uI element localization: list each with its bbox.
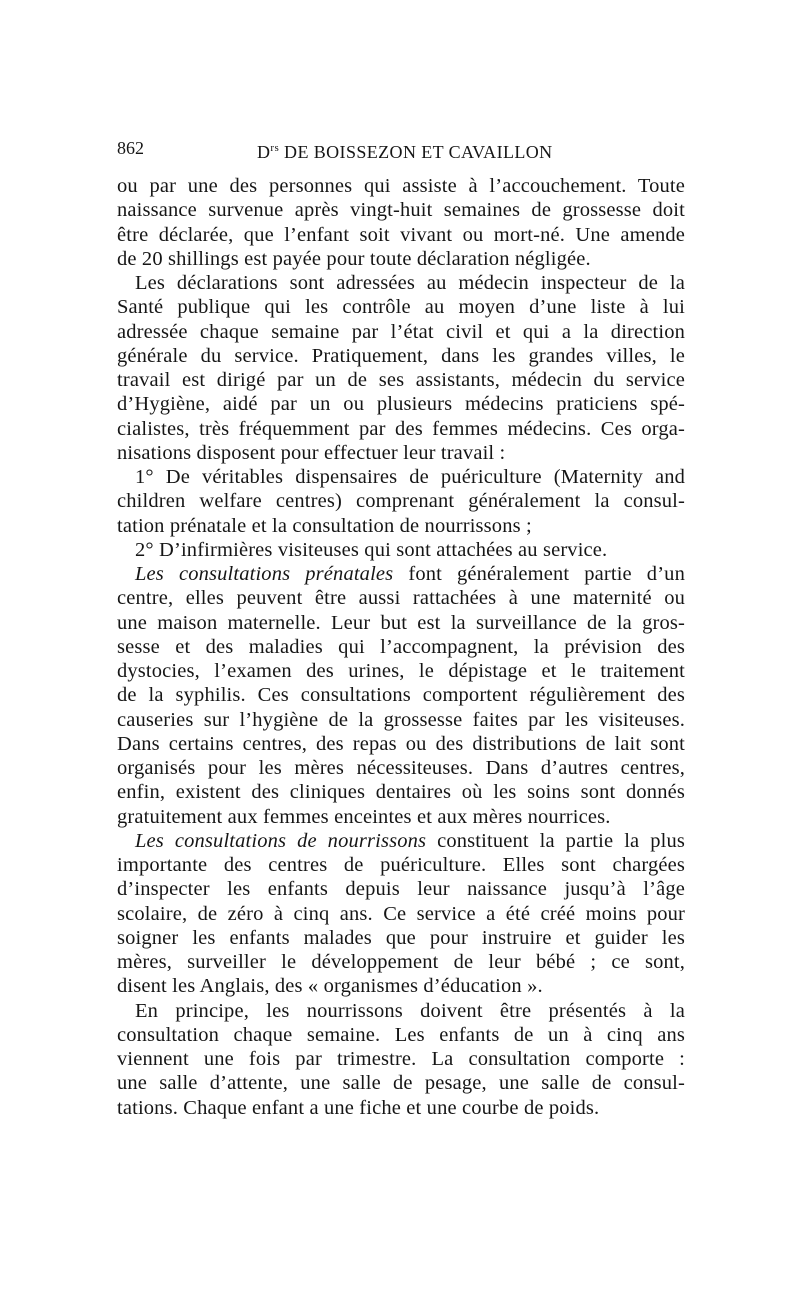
text-line bbox=[117, 732, 685, 756]
line-text: dystocies, l’examen des urines, le dépistage et le traitement bbox=[117, 660, 685, 682]
text-line bbox=[117, 586, 685, 610]
text-line bbox=[117, 999, 685, 1023]
text-line bbox=[117, 780, 685, 804]
text-line bbox=[117, 902, 685, 926]
line-text: soigner les enfants malades que pour instruire et guider les bbox=[117, 926, 685, 949]
text-line bbox=[117, 1096, 685, 1120]
line-text: tation prénatale et la consultation de nourrissons ; bbox=[117, 514, 532, 537]
text-line bbox=[117, 926, 685, 950]
text-line bbox=[117, 271, 685, 295]
line-text: être déclarée, que l’enfant soit vivant ou mort-né. Une amende bbox=[117, 223, 685, 246]
page-header bbox=[117, 136, 685, 160]
text-line bbox=[117, 1047, 685, 1071]
line-text: nisations disposent pour effectuer leur travail : bbox=[117, 441, 506, 464]
text-line bbox=[117, 1023, 685, 1047]
line-text: de 20 shillings est payée pour toute déclaration négligée. bbox=[117, 247, 591, 270]
text-line bbox=[117, 465, 685, 489]
line-text: importante des centres de puériculture. Elles sont chargées bbox=[117, 854, 685, 876]
line-text: naissance survenue après vingt-huit semaines de grossesse doit bbox=[117, 199, 685, 222]
line-text: sesse et des maladies qui l’accompagnent, la prévision des bbox=[117, 635, 685, 658]
text-line bbox=[117, 514, 685, 538]
body-text bbox=[117, 174, 685, 1120]
line-text: font généralement partie d’un bbox=[393, 563, 685, 585]
line-text: tations. Chaque enfant a une fiche et une courbe de poids. bbox=[117, 1096, 600, 1119]
line-text: En principe, les nourrissons doivent être présentés à la bbox=[135, 999, 685, 1022]
text-line bbox=[117, 198, 685, 222]
text-line bbox=[117, 320, 685, 344]
line-text: une salle d’attente, une salle de pesage, une salle de consul- bbox=[117, 1072, 685, 1095]
running-head bbox=[257, 136, 553, 164]
line-text: Les déclarations sont adressées au médecin inspecteur de la bbox=[135, 272, 685, 294]
text-line bbox=[117, 489, 685, 513]
line-text: gratuitement aux femmes enceintes et aux mères nourrices. bbox=[117, 805, 611, 828]
line-text: disent les Anglais, des « organismes d’éducation ». bbox=[117, 975, 543, 998]
text-line bbox=[117, 974, 685, 998]
line-text: une maison maternelle. Leur but est la surveillance de la gros- bbox=[117, 611, 685, 634]
text-line bbox=[117, 417, 685, 441]
running-head-prefix: D bbox=[257, 142, 271, 162]
line-text: constituent la partie la plus bbox=[426, 829, 685, 852]
line-text: enfin, existent des cliniques dentaires où les soins sont donnés bbox=[117, 781, 685, 804]
running-head-superscript: rs bbox=[270, 142, 280, 154]
italic-term: Les consultations prénatales bbox=[135, 563, 394, 585]
text-line bbox=[117, 344, 685, 368]
text-line bbox=[117, 877, 685, 901]
text-line bbox=[117, 611, 685, 635]
line-text: de la syphilis. Ces consultations comportent régulièrement des bbox=[117, 684, 685, 707]
text-line bbox=[117, 392, 685, 416]
text-line bbox=[117, 441, 685, 465]
page-number: 862 bbox=[117, 138, 144, 158]
line-text: d’Hygiène, aidé par un ou plusieurs médecins praticiens spé- bbox=[117, 393, 685, 416]
text-line bbox=[117, 635, 685, 659]
line-text: scolaire, de zéro à cinq ans. Ce service a été créé moins pour bbox=[117, 902, 685, 925]
line-text: travail est dirigé par un de ses assistants, médecin du service bbox=[117, 369, 685, 391]
line-text: ou par une des personnes qui assiste à l’accouchement. Toute bbox=[117, 175, 685, 197]
running-head-authors: DE BOISSEZON ET CAVAILLON bbox=[279, 142, 553, 162]
line-text: viennent une fois par trimestre. La consultation comporte : bbox=[117, 1048, 685, 1070]
text-line bbox=[117, 756, 685, 780]
text-line bbox=[117, 223, 685, 247]
text-line bbox=[117, 368, 685, 392]
line-text: 1° De véritables dispensaires de puériculture (Maternity and bbox=[135, 466, 685, 488]
line-text: organisés pour les mères nécessiteuses. Dans d’autres centres, bbox=[117, 757, 685, 779]
text-line bbox=[117, 659, 685, 683]
line-text: adressée chaque semaine par l’état civil et qui a la direction bbox=[117, 320, 685, 343]
line-text: d’inspecter les enfants depuis leur naissance jusqu’à l’âge bbox=[117, 878, 685, 901]
line-text: 2° D’infirmières visiteuses qui sont attachées au service. bbox=[135, 538, 608, 561]
line-text: générale du service. Pratiquement, dans les grandes villes, le bbox=[117, 344, 685, 367]
line-text: children welfare centres) comprenant généralement la consul- bbox=[117, 490, 685, 513]
text-line bbox=[117, 562, 685, 586]
italic-term: Les consultations de nourrissons bbox=[135, 829, 427, 852]
text-line bbox=[117, 805, 685, 829]
line-text: causeries sur l’hygiène de la grossesse faites par les visiteuses. bbox=[117, 708, 685, 731]
line-text: consultation chaque semaine. Les enfants de un à cinq ans bbox=[117, 1023, 685, 1046]
text-line bbox=[117, 295, 685, 319]
line-text: centre, elles peuvent être aussi rattachées à une maternité ou bbox=[117, 587, 685, 610]
text-line bbox=[117, 247, 685, 271]
text-line bbox=[117, 950, 685, 974]
line-text: Dans certains centres, des repas ou des distributions de lait sont bbox=[117, 732, 685, 755]
text-line bbox=[117, 1071, 685, 1095]
text-line bbox=[117, 708, 685, 732]
text-line bbox=[117, 538, 685, 562]
line-text: Santé publique qui les contrôle au moyen d’une liste à lui bbox=[117, 296, 685, 319]
text-line bbox=[117, 829, 685, 853]
text-line bbox=[117, 683, 685, 707]
line-text: mères, surveiller le développement de leur bébé ; ce sont, bbox=[117, 951, 685, 973]
text-line bbox=[117, 174, 685, 198]
line-text: cialistes, très fréquemment par des femmes médecins. Ces orga- bbox=[117, 417, 685, 440]
text-line bbox=[117, 853, 685, 877]
